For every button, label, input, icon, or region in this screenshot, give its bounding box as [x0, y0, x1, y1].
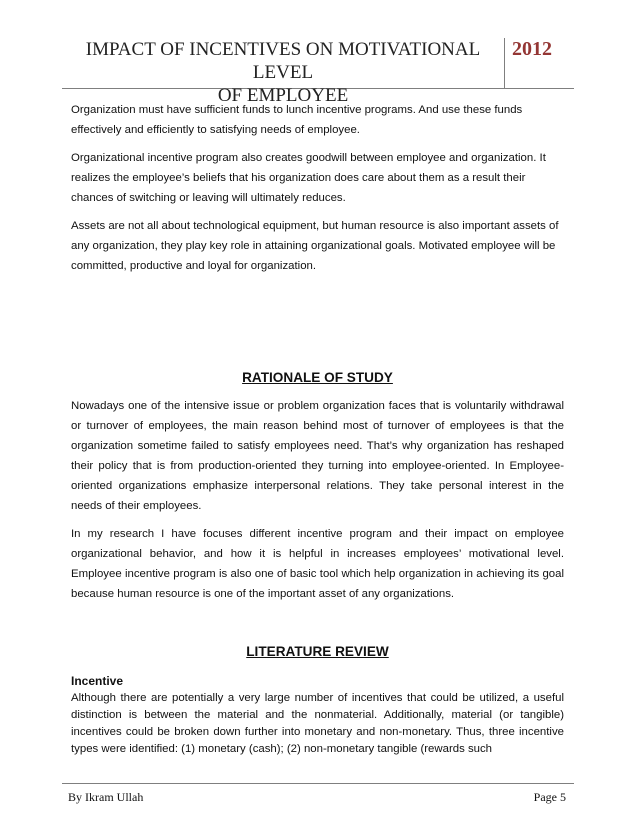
page-header: [62, 38, 574, 106]
header-year: 2012: [512, 38, 552, 60]
literature-paragraph-1: Although there are potentially a very large number of incentives that could be utilized, a useful distinction is between the material and the nonmaterial. Additionally, material (or tangible) incentives could be broken down further into monetary and non-monetary. Thus, three incentive types were identified: (1) monetary (cash); (2) non-monetary tangible (rewards such: [71, 692, 564, 755]
rationale-paragraph-2: In my research I have focuses different incentive program and their impact on employee organizational behavior, and how it is helpful in increases employees’ motivational level. Employee incentive program is also one of basic tool which help organization in achieving its goal because human resource is one of the important asset of any organizations.: [71, 528, 564, 600]
incentive-subheading: Incentive: [71, 674, 124, 688]
header-title-line1: IMPACT OF INCENTIVES ON MOTIVATIONAL LEVEL: [85, 39, 481, 83]
rationale-heading: RATIONALE OF STUDY: [242, 370, 393, 385]
intro-paragraph-2: Organizational incentive program also creates goodwill between employee and organization. It realizes the employee’s beliefs that his organization does care about them as a result their chances of switching or leaving will ultimately reduces.: [71, 152, 546, 204]
intro-paragraph-3: Assets are not all about technological equipment, but human resource is also important assets of any organization, they play key role in attaining organizational goals. Motivated employee will be committed, productive and loyal for organization.: [71, 220, 559, 272]
document-body: [71, 100, 564, 766]
footer-author: By Ikram Ullah: [68, 790, 144, 804]
intro-paragraph-1: Organization must have sufficient funds to lunch incentive programs. And use these funds effectively and efficiently to satisfying needs of employee.: [71, 104, 523, 136]
footer-page-number: Page 5: [533, 790, 566, 804]
header-title-line2: OF EMPLOYEE: [217, 85, 349, 106]
literature-heading: LITERATURE REVIEW: [246, 644, 389, 659]
header-title: [62, 38, 505, 106]
rationale-paragraph-1: Nowadays one of the intensive issue or problem organization faces that is voluntarily withdrawal or turnover of employees, the main reason behind most of turnover of employees is that the organization sometime failed to satisfy employees need. That’s why organization has reshaped their policy that is from production-oriented they turning into employee-oriented. In Employee-oriented organizations emphasize interpersonal relations. They take personal interest in the needs of their employees.: [71, 400, 564, 512]
page-footer: [62, 783, 574, 804]
